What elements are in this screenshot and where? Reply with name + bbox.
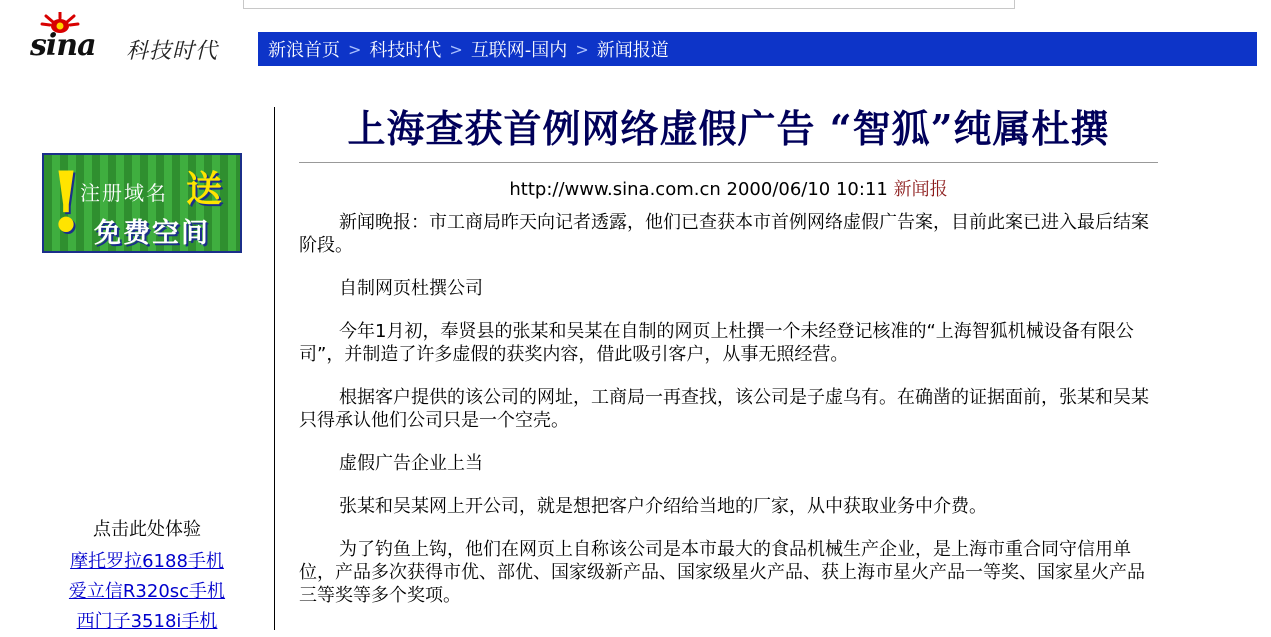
breadcrumb-current: 新闻报道 (596, 40, 669, 61)
ad-line1: 注册域名 (80, 181, 168, 205)
breadcrumb-separator: > (575, 39, 589, 59)
breadcrumb-separator: > (348, 39, 362, 59)
sina-logo[interactable] (30, 12, 240, 62)
promo-title: 点击此处体验 (93, 519, 201, 540)
byline-source: 新闻报 (893, 179, 948, 200)
breadcrumb (258, 32, 1257, 66)
article-paragraph: 为了钓鱼上钩，他们在网页上自称该公司是本市最大的食品机械生产企业，是上海市重合同守信用单位，产品多次获得市优、部优、国家级新产品、国家级星火产品、获上海市星火产品一等奖、国家星火产品三等奖等多个奖项。 (299, 539, 1145, 606)
breadcrumb-home[interactable]: 新浪首页 (268, 40, 340, 61)
phone-promo (44, 515, 250, 637)
ad-exclaim-icon: ! (48, 155, 84, 251)
breadcrumb-internet-domestic[interactable]: 互联网-国内 (470, 40, 568, 61)
ad-send: 送 (186, 169, 223, 210)
article-subheading: 自制网页杜撰公司 (339, 278, 483, 299)
article-paragraph: 今年1月初，奉贤县的张某和吴某在自制的网页上杜撰一个未经登记核准的“上海智狐机械设备有限公司”，并制造了许多虚假的获奖内容，借此吸引客户，从事无照经营。 (299, 321, 1134, 365)
promo-link-ericsson[interactable]: 爱立信R320sc手机 (68, 581, 226, 602)
breadcrumb-tech[interactable]: 科技时代 (369, 40, 442, 61)
article-paragraph: 新闻晚报：市工商局昨天向记者透露，他们已查获本市首例网络虚假广告案，目前此案已进入最后结案阶段。 (299, 212, 1149, 256)
top-frame (243, 0, 1015, 9)
ad-line2: 免费空间 (94, 218, 210, 249)
article-paragraph: 张某和吴某网上开公司，就是想把客户介绍给当地的厂家，从中获取业务中介费。 (339, 496, 987, 517)
column-divider (274, 107, 275, 630)
promo-link-motorola[interactable]: 摩托罗拉6188手机 (70, 551, 224, 572)
channel-name: 科技时代 (126, 39, 219, 64)
byline-date: 2000/06/10 10:11 (726, 179, 888, 200)
breadcrumb-separator: > (449, 39, 463, 59)
article (299, 104, 1158, 627)
article-paragraph: 根据客户提供的该公司的网址，工商局一再查找，该公司是子虚乌有。在确凿的证据面前，张某和吴某只得承认他们公司只是一个空壳。 (299, 387, 1149, 431)
article-byline (299, 175, 1158, 201)
byline-url: http://www.sina.com.cn (509, 179, 721, 200)
domain-ad-banner[interactable] (42, 153, 242, 253)
promo-link-siemens[interactable]: 西门子3518i手机 (76, 611, 218, 632)
article-title: 上海查获首例网络虚假广告 “智狐”纯属杜撰 (299, 104, 1158, 163)
sina-wordmark: sina (30, 28, 96, 63)
article-subheading: 虚假广告企业上当 (339, 453, 483, 474)
